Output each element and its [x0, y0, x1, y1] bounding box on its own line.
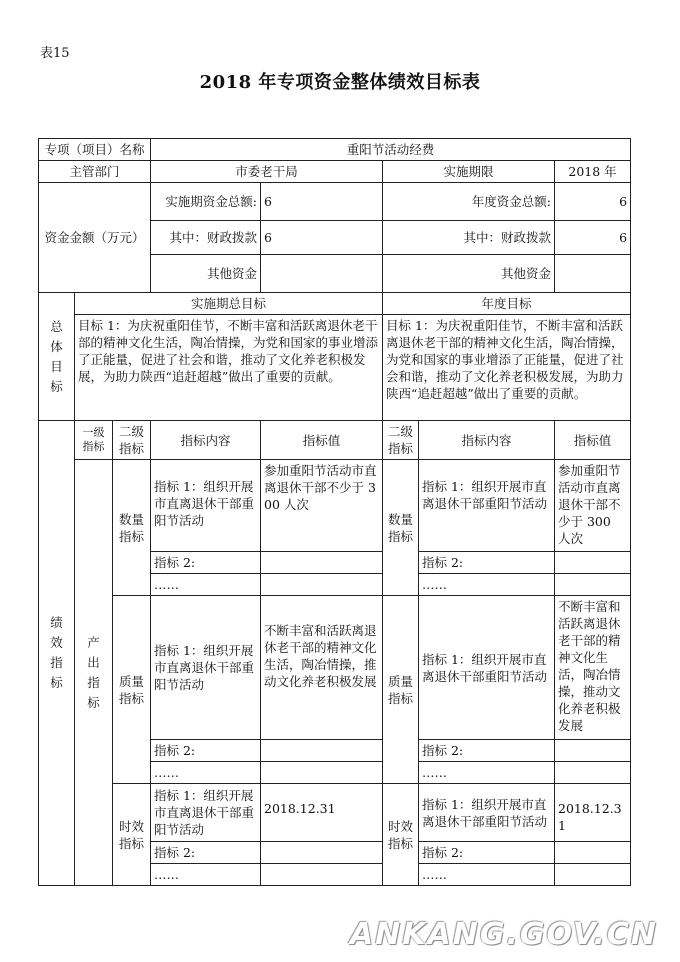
performance-label — [39, 421, 75, 886]
funds-annual-total-value: 6 — [555, 183, 631, 221]
quality-label: 质量指标 — [113, 596, 151, 784]
annual-quantity-indicator-1: 指标 1：组织开展市直离退休干部重阳节活动 — [419, 460, 555, 552]
performance-target-table — [38, 138, 631, 886]
annual-quantity-label: 数量指标 — [383, 460, 419, 596]
funds-annual-total-label: 年度资金总额: — [383, 183, 555, 221]
annual-timeliness-value-1: 2018.12.31 — [555, 784, 631, 842]
annual-timeliness-indicator-1: 指标 1：组织开展市直离退休干部重阳节活动 — [419, 784, 555, 842]
value-header: 指标值 — [261, 421, 383, 460]
annual-goal-text: 目标 1：为庆祝重阳佳节，不断丰富和活跃离退休老干部的精神文化生活，陶冶情操，为党和国家的事业增添了正能量，促进了社会和谐，推动了文化养老积极发展，为助力陕西“追赶超越”做出了重要的贡献。 — [383, 315, 631, 421]
quantity-more: …… — [151, 574, 261, 596]
project-name-value: 重阳节活动经费 — [151, 139, 631, 161]
funds-label: 资金金额（万元） — [39, 183, 151, 293]
quality-indicator-2: 指标 2: — [151, 740, 261, 762]
annual-quantity-more-value — [555, 574, 631, 596]
annual-quality-indicator-2: 指标 2: — [419, 740, 555, 762]
table-number: 表15 — [40, 46, 70, 61]
annual-quantity-indicator-2: 指标 2: — [419, 552, 555, 574]
timeliness-label: 时效指标 — [113, 784, 151, 886]
timeliness-indicator-1: 指标 1：组织开展市直离退休干部重阳节活动 — [151, 784, 261, 842]
annual-timeliness-label: 时效指标 — [383, 784, 419, 886]
funds-annual-other-label: 其他资金 — [383, 255, 555, 293]
funds-fiscal-label: 其中：财政拨款 — [151, 221, 261, 255]
timeliness-value-1: 2018.12.31 — [261, 784, 383, 842]
quantity-indicator-2: 指标 2: — [151, 552, 261, 574]
quality-more-value — [261, 762, 383, 784]
funds-annual-fiscal-value: 6 — [555, 221, 631, 255]
annual-timeliness-value-2 — [555, 842, 631, 864]
funds-annual-other-value — [555, 255, 631, 293]
annual-quantity-value-2 — [555, 552, 631, 574]
annual-quality-value-2 — [555, 740, 631, 762]
level1-header: 一级指标 — [75, 421, 113, 460]
department-value: 市委老干局 — [151, 161, 383, 183]
annual-timeliness-indicator-2: 指标 2: — [419, 842, 555, 864]
overall-goal-label-text: 总体目标 — [50, 318, 63, 394]
annual-content-header: 指标内容 — [419, 421, 555, 460]
funds-total-label: 实施期资金总额: — [151, 183, 261, 221]
funds-other-value — [261, 255, 383, 293]
level2-header: 二级指标 — [113, 421, 151, 460]
timeliness-more: …… — [151, 864, 261, 886]
funds-annual-fiscal-label: 其中：财政拨款 — [383, 221, 555, 255]
funds-total-value: 6 — [261, 183, 383, 221]
period-goal-text: 目标 1：为庆祝重阳佳节，不断丰富和活跃离退休老干部的精神文化生活，陶冶情操，为党和国家的事业增添了正能量，促进了社会和谐，推动了文化养老积极发展，为助力陕西“追赶超越”做出了重要的贡献。 — [75, 315, 383, 421]
project-name-label: 专项（项目）名称 — [39, 139, 151, 161]
timeliness-more-value — [261, 864, 383, 886]
quality-indicator-1: 指标 1：组织开展市直离退休干部重阳节活动 — [151, 596, 261, 740]
annual-quality-value-1: 不断丰富和活跃离退休老干部的精神文化生活，陶冶情操，推动文化养老积极发展 — [555, 596, 631, 740]
watermark: ANKANG.GOV.CN — [349, 917, 658, 952]
quantity-indicator-1: 指标 1：组织开展市直离退休干部重阳节活动 — [151, 460, 261, 552]
annual-quantity-value-1: 参加重阳节活动市直离退休干部不少于 300 人次 — [555, 460, 631, 552]
annual-quality-more: …… — [419, 762, 555, 784]
annual-level2-header: 二级指标 — [383, 421, 419, 460]
annual-quality-indicator-1: 指标 1：组织开展市直离退休干部重阳节活动 — [419, 596, 555, 740]
overall-goal-label — [39, 293, 75, 421]
quantity-label: 数量指标 — [113, 460, 151, 596]
quantity-value-2 — [261, 552, 383, 574]
annual-quantity-more: …… — [419, 574, 555, 596]
period-label: 实施期限 — [383, 161, 555, 183]
performance-label-text: 绩效指标 — [50, 615, 63, 690]
funds-fiscal-value: 6 — [261, 221, 383, 255]
output-indicator-label-text: 产出指标 — [87, 634, 100, 710]
quantity-value-1: 参加重阳节活动市直离退休干部不少于 300 人次 — [261, 460, 383, 552]
quality-more: …… — [151, 762, 261, 784]
quantity-more-value — [261, 574, 383, 596]
timeliness-indicator-2: 指标 2: — [151, 842, 261, 864]
output-indicator-label — [75, 460, 113, 886]
annual-timeliness-more-value — [555, 864, 631, 886]
timeliness-value-2 — [261, 842, 383, 864]
content-header: 指标内容 — [151, 421, 261, 460]
department-label: 主管部门 — [39, 161, 151, 183]
annual-goal-header: 年度目标 — [383, 293, 631, 315]
annual-quality-more-value — [555, 762, 631, 784]
period-goal-header: 实施期总目标 — [75, 293, 383, 315]
period-value: 2018 年 — [555, 161, 631, 183]
funds-other-label: 其他资金 — [151, 255, 261, 293]
annual-value-header: 指标值 — [555, 421, 631, 460]
page-title: 2018 年专项资金整体绩效目标表 — [199, 72, 481, 93]
quality-value-2 — [261, 740, 383, 762]
annual-quality-label: 质量指标 — [383, 596, 419, 784]
annual-timeliness-more: …… — [419, 864, 555, 886]
quality-value-1: 不断丰富和活跃离退休老干部的精神文化生活，陶冶情操，推动文化养老积极发展 — [261, 596, 383, 740]
